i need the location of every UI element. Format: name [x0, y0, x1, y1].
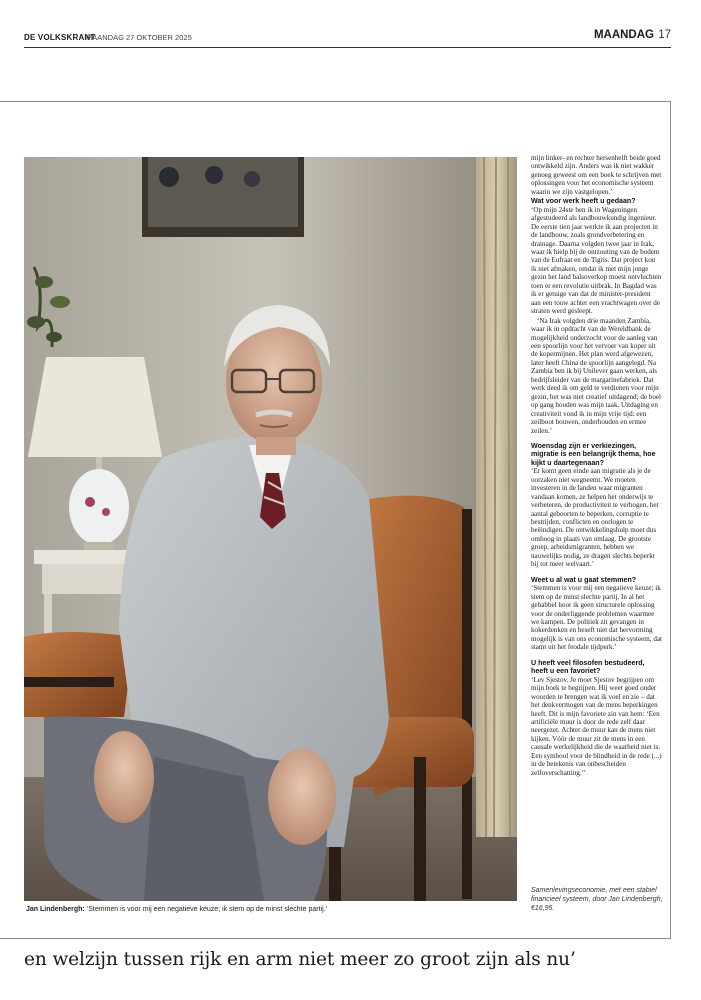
caption-name: Jan Lindenbergh:: [26, 906, 85, 913]
publication-date: MAANDAG 27 OKTOBER 2025: [86, 33, 192, 42]
question-work: Wat voor werk heeft u gedaan?: [531, 197, 636, 206]
headline-continuation: en welzijn tussen rijk en arm niet meer zo groot zijn als nu’: [24, 949, 576, 970]
question-migration: Woensdag zijn er verkiezingen, migratie is een belangrijk thema, hoe kijkt u daartegenaan?: [531, 441, 656, 467]
answer-work-1: ‘Op mijn 24ste ben ik in Wageningen afgestudeerd als landbouwkundig ingenieur. De eerste tien jaar werkte ik aan projecten in de landbouw, zoals grondverbetering en drainage. Daarna volgden twee jaar in Irak, waar ik hielp bij de ontzouting van de bodem van de Eufraat en de Tigris. Dat project kon ik niet afmaken, omdat ik met mijn jonge gezin het land halsoverkop moest ontvluchten toen er een revolutie uitbrak. In Bagdad was ik er getuige van dat de minister-president aan een touw achter een vrachtwagen over de straten werd gesleept.: [531, 205, 662, 316]
photo-caption: [26, 906, 327, 913]
caption-quote: ‘Stemmen is voor mij een negatieve keuze; ik stem op de minst slechte partij.’: [84, 906, 328, 913]
question-philosophers: U heeft veel filosofen bestudeerd, heeft u een favoriet?: [531, 658, 645, 676]
section-day: MAANDAG: [593, 29, 654, 41]
answer-philosophers: ‘Lev Sjestov. Je moet Sjestov begrijpen om mijn boek te begrijpen. Hij weet goed onder woorden te brengen wat ik voel en zie – dat het denkvermogen van de mens beperkingen heeft. Dit is mijn favoriete zin van hem: ‘Een artificiële muur is door de rede zelf daar neergezet. Achter de muur kan de mens niet kijken. Vóór de muur zit de mens in een causale werkelijkheid die de waarheid niet is. Een symbool voor de blindheid in de rede (...) in de betekenis van onbescheiden zelfoverschatting.’’: [531, 675, 662, 777]
question-voting: Weet u al wat u gaat stemmen?: [531, 575, 637, 584]
answer-voting: ‘Stemmen is voor mij een negatieve keuze; ik stem op de minst slechte partij. In al het gebabbel hoor ik geen structurele oplossing voor de onderliggende problemen waarmee we kampen. De politiek zit gevangen in kokerdenken en beseft niet dat hervorming mogelijk is van ons economische systeem, dat stamt uit het feodale tijdperk.’: [531, 584, 663, 652]
interview-column: [531, 154, 662, 778]
portrait-photo: [24, 157, 517, 901]
page-header: [24, 27, 671, 47]
intro-paragraph: mijn linker- en rechter hersenhelft beide goed ontwikkeld zijn. Anders was ik niet wakker genoeg geweest om een boek te schrijven met oplossingen voor het economische systeem waarin we zijn vastgelopen.’: [531, 154, 662, 196]
book-credit: Samenlevingseconomie, met een stabiel financieel systeem, door Jan Lindenbergh, €16,95.: [531, 887, 663, 912]
answer-migration: ‘Er komt geen einde aan migratie als je de oorzaken niet wegneemt. We moeten investeren in de landen waar migranten vandaan komen, ze helpen het onderwijs te verbeteren, de productiviteit te verhogen, het aantal geboorten te beperken, corruptie te bestrijden, conflicten en oorlogen te beëindigen. De ontwikkelingshulp moet dus omhoog in plaats van omlaag. De grootste groep, arbeidsmigranten, hebben we nauwelijks nodig, ze dragen slechts beperkt bij tot meer welvaart.’: [531, 467, 659, 569]
publication-name: DE VOLKSKRANT: [24, 33, 96, 42]
page-number: 17: [658, 29, 671, 41]
header-rule: [24, 47, 671, 48]
answer-work-2: ‘Na Irak volgden drie maanden Zambia, waar ik in opdracht van de Wereldbank de mogelijkheid onderzocht voor de aanleg van een spoorlijn voor het vervoer van koper uit de kopermijnen. Het plan werd afgewezen, later heeft China de spoorlijn aangelegd. Na Zambia ben ik bij Unilever gaan werken, als bedrijfsleider van de margarinefabriek. Dat werk deed ik om geld te verdienen voor mijn gezin, het was niet creatief uitdagend; de boel op gang houden was mijn taak. Uitdaging en creativiteit vond ik in mijn vrije tijd: een zeilboot bouwen, onderhouden en ermee zeilen.’: [531, 316, 661, 435]
